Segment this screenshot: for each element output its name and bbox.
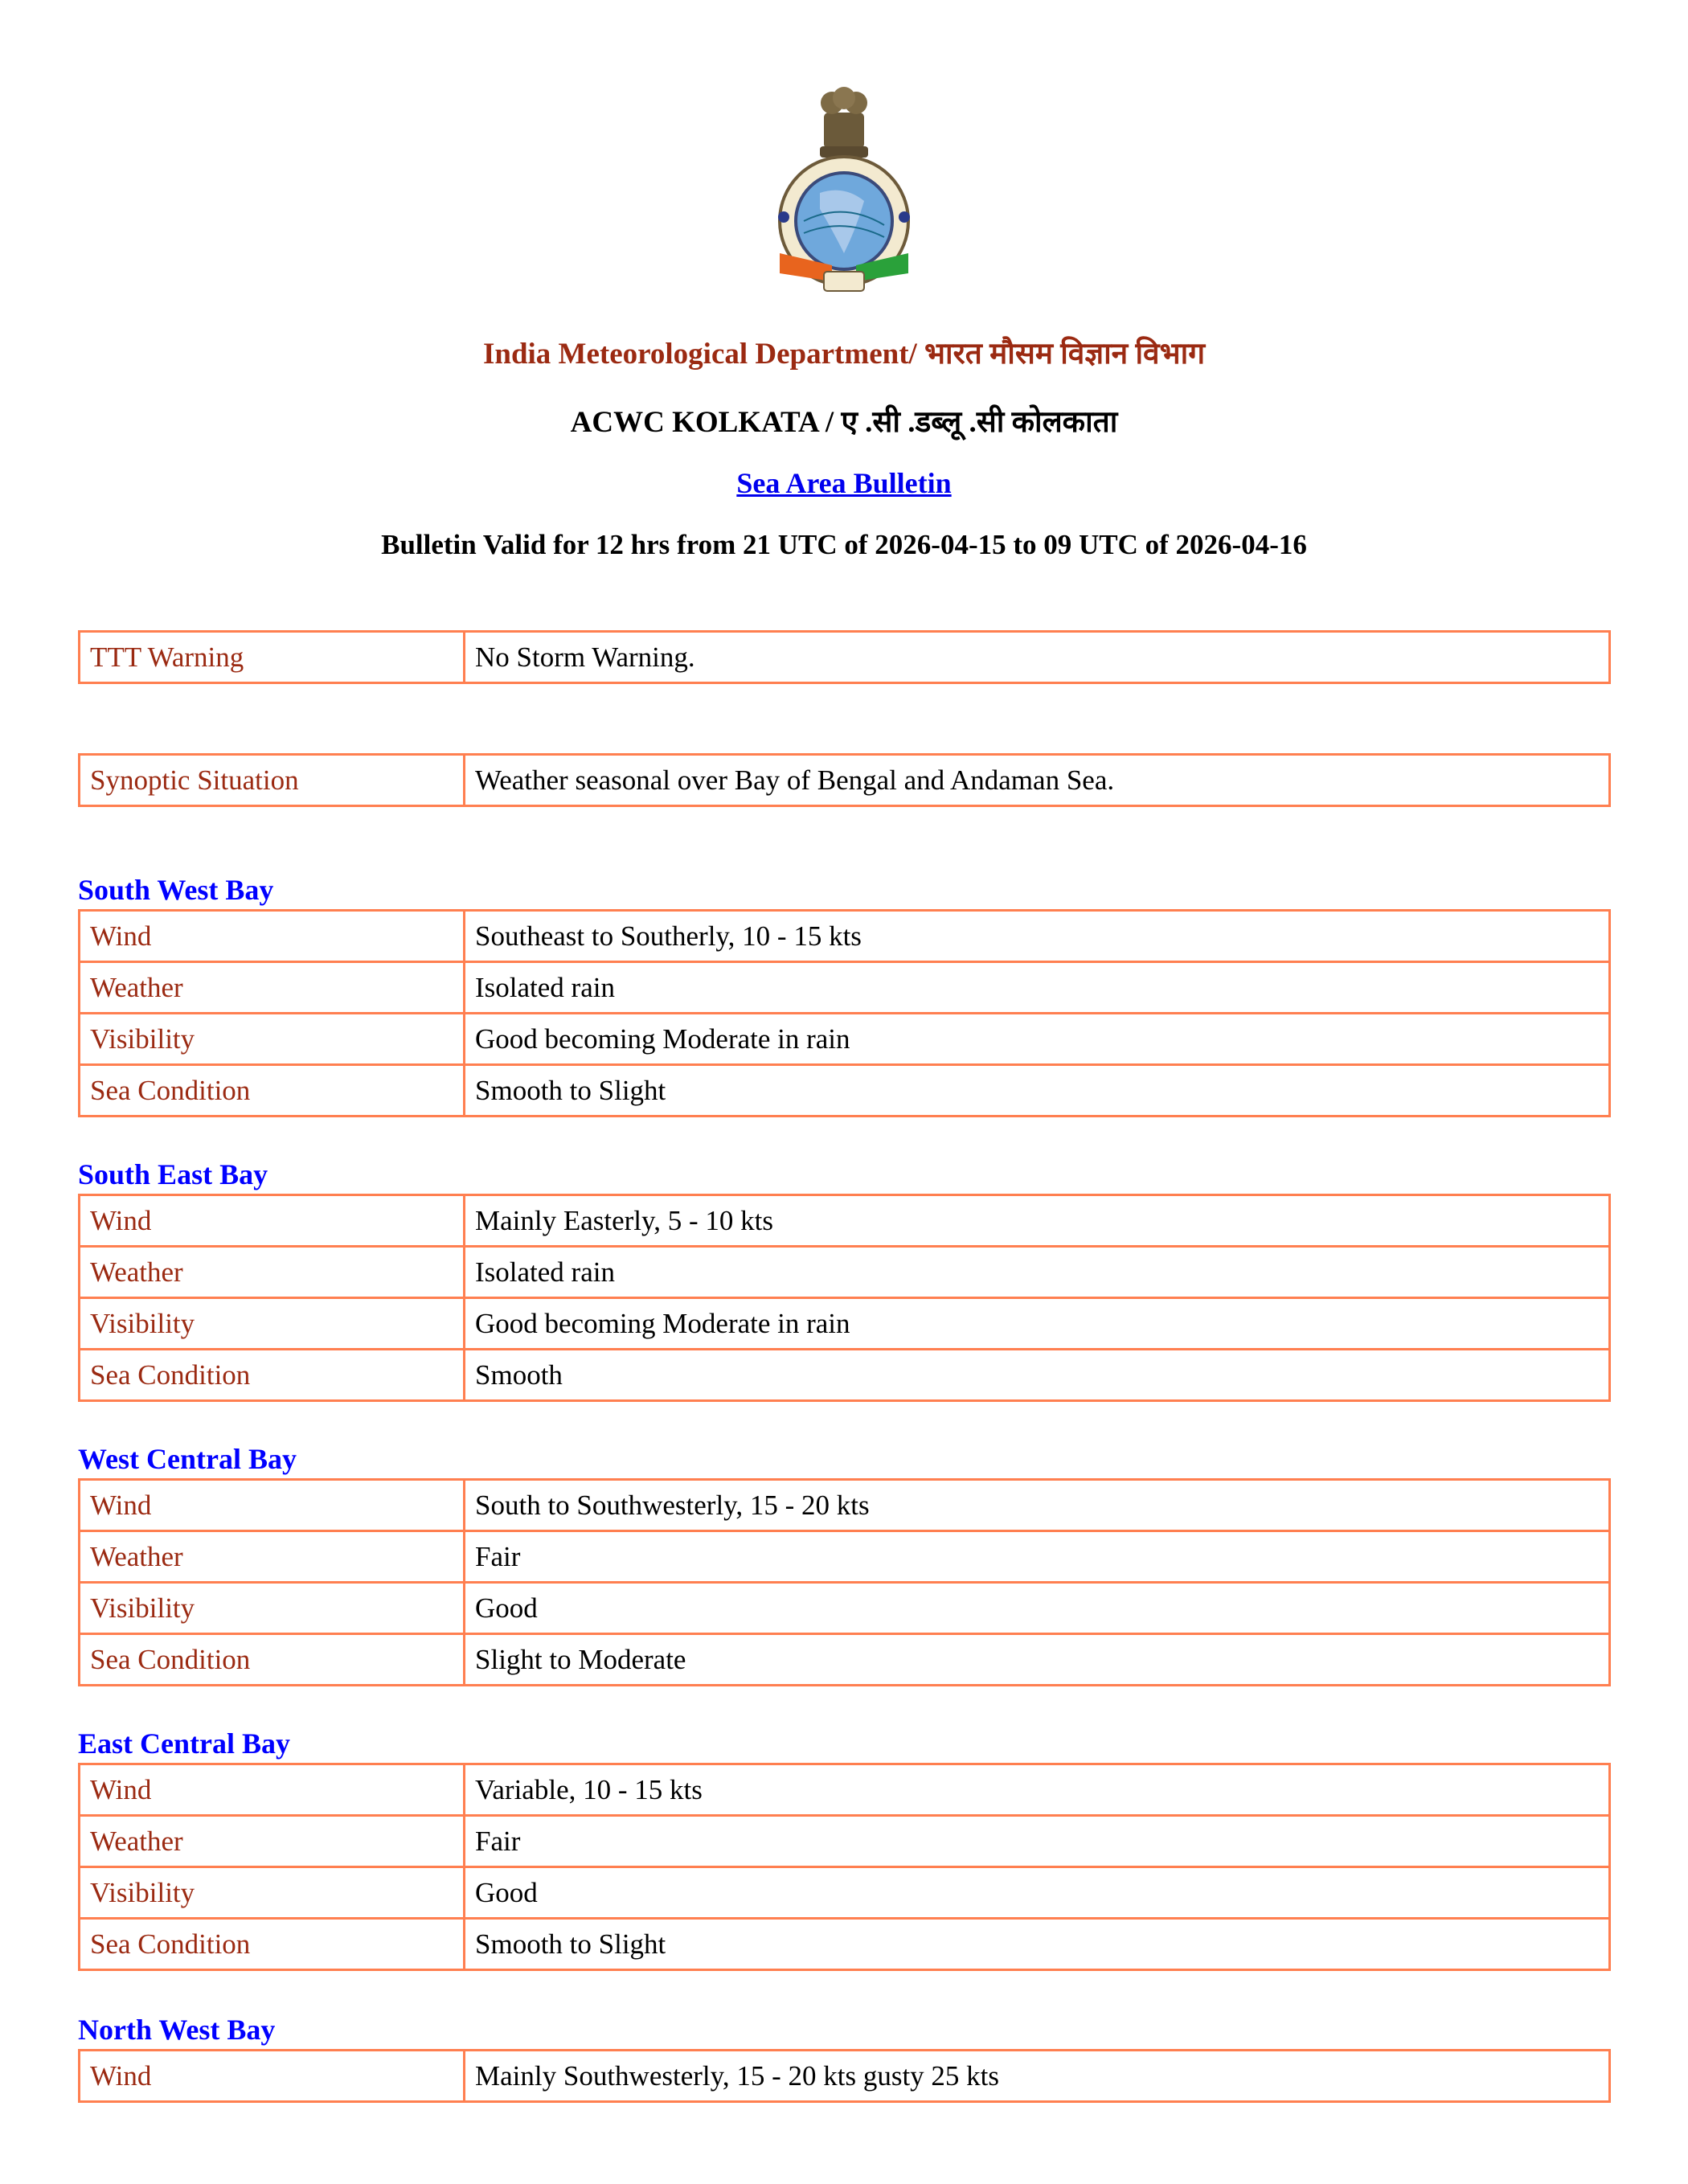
- row-value: Fair: [465, 1531, 1610, 1583]
- row-label: Sea Condition: [80, 1919, 465, 1970]
- row-value: No Storm Warning.: [465, 632, 1610, 683]
- section-table: [78, 1194, 1611, 1402]
- section-heading: West Central Bay: [78, 1443, 297, 1475]
- row-value: Smooth to Slight: [465, 1919, 1610, 1970]
- table-row: [80, 1634, 1610, 1686]
- lion-capital-icon: [820, 87, 868, 158]
- row-value: Smooth: [465, 1350, 1610, 1401]
- row-value: Isolated rain: [465, 1247, 1610, 1298]
- row-label: Wind: [80, 911, 465, 962]
- row-label: Wind: [80, 1195, 465, 1247]
- table-row: [80, 755, 1610, 806]
- row-label: Weather: [80, 962, 465, 1014]
- table-row: [80, 632, 1610, 683]
- table-row: [80, 1195, 1610, 1247]
- table-row: [80, 2051, 1610, 2102]
- row-label: Visibility: [80, 1583, 465, 1634]
- row-value: Mainly Southwesterly, 15 - 20 kts gusty 25 kts: [465, 2051, 1610, 2102]
- table-row: [80, 962, 1610, 1014]
- section-table: [78, 1478, 1611, 1686]
- row-value: Isolated rain: [465, 962, 1610, 1014]
- table-row: [80, 1247, 1610, 1298]
- row-value: Slight to Moderate: [465, 1634, 1610, 1686]
- section-heading: South East Bay: [78, 1158, 268, 1190]
- row-label: Wind: [80, 1764, 465, 1816]
- section-heading: North West Bay: [78, 2014, 276, 2046]
- row-label: Weather: [80, 1531, 465, 1583]
- row-value: South to Southwesterly, 15 - 20 kts: [465, 1480, 1610, 1531]
- row-label: Visibility: [80, 1867, 465, 1919]
- section-table: [78, 909, 1611, 1117]
- row-value: Good: [465, 1867, 1610, 1919]
- table-row: [80, 1065, 1610, 1117]
- page-title: India Meteorological Department/ भारत मौसम विज्ञान विभाग: [482, 338, 1206, 371]
- row-value: Good: [465, 1583, 1610, 1634]
- table-row: [80, 1014, 1610, 1065]
- imd-emblem-logo: [776, 80, 912, 297]
- row-value: Mainly Easterly, 5 - 10 kts: [465, 1195, 1610, 1247]
- section-heading: East Central Bay: [78, 1727, 290, 1760]
- row-label: Wind: [80, 1480, 465, 1531]
- table-row: [80, 1480, 1610, 1531]
- section-table: [78, 1763, 1611, 1971]
- table-row: [80, 1764, 1610, 1816]
- row-label: Sea Condition: [80, 1634, 465, 1686]
- table-row: [80, 1583, 1610, 1634]
- table-row: [80, 1816, 1610, 1867]
- table-row: [80, 911, 1610, 962]
- table-row: [80, 1350, 1610, 1401]
- row-label: Wind: [80, 2051, 465, 2102]
- row-value: Fair: [465, 1816, 1610, 1867]
- row-value: Variable, 10 - 15 kts: [465, 1764, 1610, 1816]
- office-name: ACWC KOLKATA / ए .सी .डब्लू .सी कोलकाता: [570, 406, 1118, 439]
- table-row: [80, 1867, 1610, 1919]
- row-value: Weather seasonal over Bay of Bengal and Andaman Sea.: [465, 755, 1610, 806]
- row-value: Smooth to Slight: [465, 1065, 1610, 1117]
- row-label: Visibility: [80, 1014, 465, 1065]
- sea-area-bulletin-link[interactable]: Sea Area Bulletin: [736, 467, 952, 499]
- synoptic-situation-table: [78, 753, 1611, 807]
- ttt-warning-table: [78, 630, 1611, 684]
- row-label: Sea Condition: [80, 1350, 465, 1401]
- section-table: [78, 2049, 1611, 2103]
- row-label: Synoptic Situation: [80, 755, 465, 806]
- row-label: Weather: [80, 1247, 465, 1298]
- row-label: Sea Condition: [80, 1065, 465, 1117]
- row-label: TTT Warning: [80, 632, 465, 683]
- table-row: [80, 1531, 1610, 1583]
- table-row: [80, 1919, 1610, 1970]
- section-heading: South West Bay: [78, 874, 274, 906]
- row-label: Weather: [80, 1816, 465, 1867]
- bulletin-validity: Bulletin Valid for 12 hrs from 21 UTC of 2026-04-15 to 09 UTC of 2026-04-16: [381, 529, 1307, 560]
- row-label: Visibility: [80, 1298, 465, 1350]
- row-value: Good becoming Moderate in rain: [465, 1298, 1610, 1350]
- row-value: Good becoming Moderate in rain: [465, 1014, 1610, 1065]
- table-row: [80, 1298, 1610, 1350]
- row-value: Southeast to Southerly, 10 - 15 kts: [465, 911, 1610, 962]
